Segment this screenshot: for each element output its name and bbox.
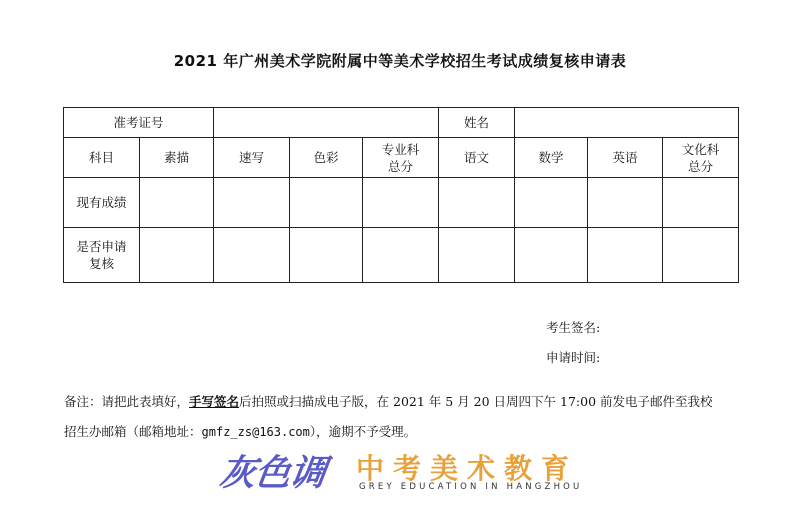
header-culture-total: 文化科 总分 — [663, 138, 739, 178]
table-row — [64, 108, 739, 138]
document-title: 2021 年广州美术学院附属中等美术学校招生考试成绩复核申请表 — [173, 52, 627, 70]
review-cell[interactable] — [140, 228, 214, 283]
header-english: 英语 — [588, 138, 663, 178]
name-label: 姓名 — [439, 108, 515, 138]
header-quick-sketch: 速写 — [214, 138, 290, 178]
row-label-apply-review: 是否申请 复核 — [64, 228, 140, 283]
review-application-table — [63, 107, 739, 283]
note-line2-prefix: 招生办邮箱（邮箱地址： — [64, 424, 202, 439]
score-cell[interactable] — [363, 178, 439, 228]
review-cell[interactable] — [588, 228, 663, 283]
note-emphasis: 手写签名 — [189, 394, 240, 409]
logo-chinese-text: 中考美术教育 — [356, 452, 579, 485]
score-cell[interactable] — [214, 178, 290, 228]
review-cell[interactable] — [663, 228, 739, 283]
review-cell[interactable] — [515, 228, 588, 283]
note-line-1 — [64, 394, 744, 410]
score-cell[interactable] — [140, 178, 214, 228]
review-cell[interactable] — [363, 228, 439, 283]
name-field[interactable] — [515, 108, 739, 138]
note-prefix: 备注：请把此表填好， — [64, 394, 190, 409]
candidate-id-field[interactable] — [214, 108, 439, 138]
note-middle: 后拍照或扫描成电子版，在 2021 年 5 月 20 日周四下午 17:00 前发电子邮件至我校 — [239, 394, 713, 409]
row-label-current-scores: 现有成绩 — [64, 178, 140, 228]
application-date-label: 申请时间: — [546, 350, 601, 365]
table-row — [64, 138, 739, 178]
header-math: 数学 — [515, 138, 588, 178]
review-cell[interactable] — [290, 228, 363, 283]
review-cell[interactable] — [439, 228, 515, 283]
candidate-signature-label: 考生签名: — [546, 320, 601, 335]
score-cell[interactable] — [439, 178, 515, 228]
watermark-logo — [216, 445, 620, 505]
header-sketch: 素描 — [140, 138, 214, 178]
header-color: 色彩 — [290, 138, 363, 178]
review-cell[interactable] — [214, 228, 290, 283]
candidate-id-label: 准考证号 — [64, 108, 214, 138]
header-subject: 科目 — [64, 138, 140, 178]
score-cell[interactable] — [588, 178, 663, 228]
score-cell[interactable] — [663, 178, 739, 228]
table-row — [64, 228, 739, 283]
note-line2-suffix: ），逾期不予受理。 — [309, 424, 417, 439]
email-address: gmfz_zs@163.com — [201, 425, 310, 439]
header-chinese: 语文 — [439, 138, 515, 178]
score-cell[interactable] — [290, 178, 363, 228]
note-line-2 — [64, 424, 744, 440]
logo-english-text: GREY EDUCATION IN HANGZHOU — [359, 482, 583, 492]
table-row — [64, 178, 739, 228]
score-cell[interactable] — [515, 178, 588, 228]
logo-mark: 灰色调 — [216, 453, 328, 494]
header-art-total: 专业科 总分 — [363, 138, 439, 178]
